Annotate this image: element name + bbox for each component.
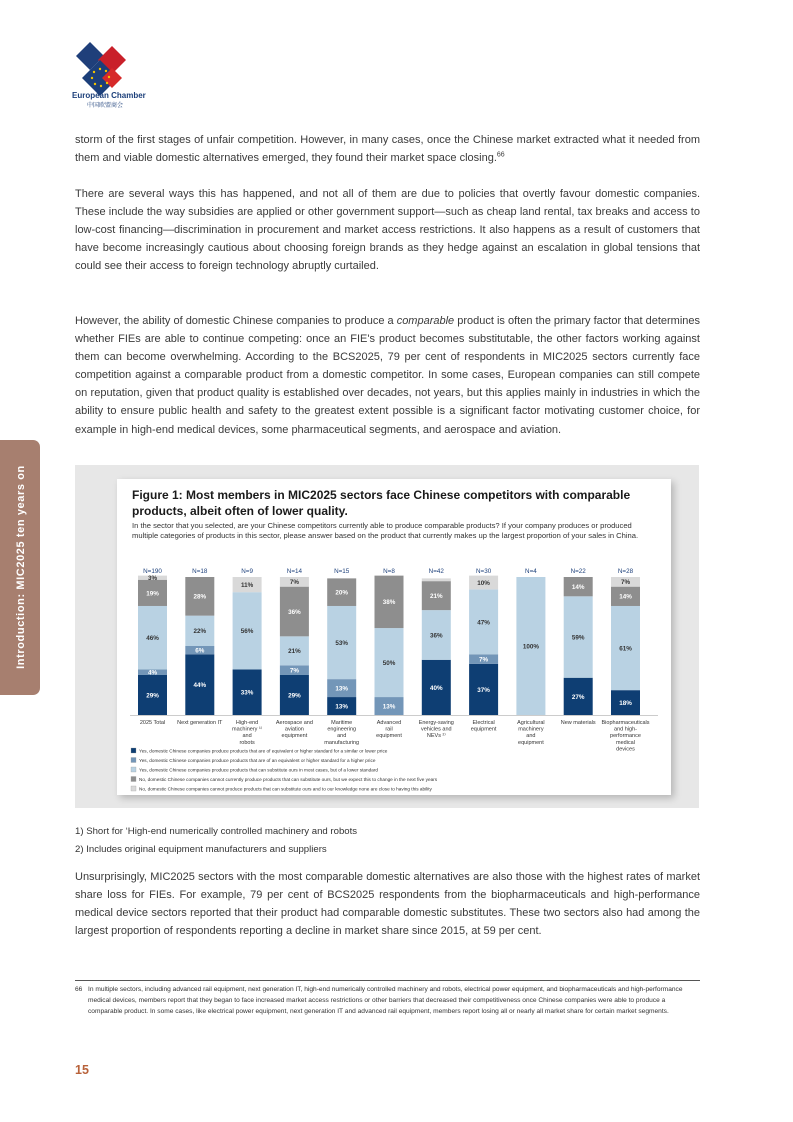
- figure-question: In the sector that you selected, are your Chinese competitors currently able to produce comparable products? If your company produces or produced multiple categories of products in this sector, please answer based on the product that currently makes up the largest proportion of your sales in China.: [132, 521, 639, 541]
- n-label: N=4: [525, 568, 537, 575]
- figure-note-1: 1) Short for ‘High-end numerically controlled machinery and robots: [75, 826, 358, 837]
- paragraph-1-text: storm of the first stages of unfair competition. However, in many cases, once the Chinese market extracted what it needed from them and viable domestic alternatives emerged, they found their market space closing.: [75, 134, 700, 165]
- category-label: machinery: [518, 726, 544, 733]
- data-label: 7%: [289, 579, 299, 587]
- n-label: N=22: [570, 568, 586, 575]
- category-label: Biopharmaceuticals: [601, 720, 650, 726]
- category-label: and: [242, 733, 252, 740]
- section-side-tab-label: Introduction: MIC2025 ten years on: [15, 465, 27, 669]
- data-label: 21%: [429, 593, 443, 601]
- n-label: N=190: [143, 568, 162, 575]
- category-label: aviation: [284, 726, 304, 733]
- data-label: 46%: [146, 635, 159, 643]
- data-label: 50%: [382, 659, 396, 667]
- data-label: 37%: [477, 686, 490, 694]
- category-label: equipment: [470, 726, 497, 733]
- page-number: 15: [75, 1063, 89, 1077]
- data-label: 13%: [335, 703, 349, 711]
- category-label: New materials: [560, 720, 596, 726]
- category-label: rail: [385, 726, 393, 733]
- footnote-number: 66: [75, 986, 83, 993]
- category-label: 2025 Total: [139, 720, 166, 726]
- data-label: 11%: [240, 581, 254, 589]
- logo-wordmark-chinese: 中国欧盟商会: [87, 103, 124, 109]
- n-label: N=14: [286, 568, 303, 575]
- data-label: 36%: [429, 632, 443, 640]
- n-label: N=42: [428, 568, 444, 575]
- n-label: N=15: [334, 568, 350, 575]
- data-label: 4%: [147, 669, 158, 677]
- category-label: manufacturing: [324, 739, 360, 746]
- category-label: devices: [616, 746, 635, 753]
- paragraph-3: However, the ability of domestic Chinese companies to produce a comparable product is often the primary factor that determines whether FIEs are able to continue competing: once an FIE's product becomes substitutable, the other factors working against them can become overwhelming. According to the BCS2025, 79 per cent of respondents in MIC2025 sectors currently face competition against a comparable product from a domestic competitor. In some cases, European companies can still compete on reputation, given that product quality is established over decades, not years, but this applies mainly in industries in which the ability to ensure public health and safety to the greatest extent possible is a significant factor motivating customer choice, for example in high-end medical devices, some pharmaceutical segments, and aerospace and aviation.: [75, 315, 701, 436]
- category-label: Aerospace and: [275, 720, 313, 726]
- category-label: Advanced: [376, 720, 402, 726]
- category-label: High-end: [235, 720, 259, 726]
- data-label: 18%: [619, 699, 632, 707]
- n-label: N=28: [617, 568, 634, 575]
- paragraph-4: Unsurprisingly, MIC2025 sectors with the most comparable domestic alternatives are also those with the highest rates of market share loss for FIEs. For example, 79 per cent of BCS2025 respondents from the biopharmaceuticals and high-performance medical device sectors reported that their product had comparable domestic substitutes. These two sectors also had among the largest proportion of respondents reporting a decline in market share since 2015, at 59 per cent.: [75, 871, 700, 938]
- footnote-66: [75, 984, 700, 1018]
- data-label: 22%: [193, 628, 207, 636]
- category-label: Energy-saving: [418, 720, 454, 726]
- n-label: N=18: [192, 568, 208, 575]
- category-label: and: [526, 733, 536, 740]
- n-label: N=9: [241, 568, 253, 575]
- data-label: 40%: [429, 684, 443, 692]
- emphasis-comparable: comparable: [396, 315, 455, 327]
- data-label: 3%: [147, 575, 158, 583]
- data-label: 7%: [289, 667, 299, 675]
- category-label: performance: [610, 733, 641, 740]
- legend-label: Yes, domestic Chinese companies produce products that can substitute ours in most cases, but of a lower standard: [139, 767, 379, 773]
- data-label: 47%: [477, 619, 490, 627]
- footnote-text: In multiple sectors, including advanced rail equipment, next generation IT, high-end numerically controlled machinery and robots, electrical power equipment, and biopharmaceuticals and high-performance medical devices, members report that they began to face increased market access restrictions or other barriers that decreased their competitiveness once Chinese companies were able to produce a comparable product. In some cases, like electrical power equipment, next generation IT and advanced rail equipment, members report losing all or nearly all market share for certain market segments.: [88, 986, 683, 1016]
- data-label: 56%: [240, 628, 254, 636]
- data-label: 7%: [479, 656, 489, 664]
- data-label: 29%: [288, 692, 301, 700]
- category-label: and high-: [614, 726, 637, 733]
- data-label: 7%: [620, 579, 631, 587]
- data-label: 27%: [571, 693, 585, 701]
- n-label: N=8: [383, 568, 395, 575]
- data-label: 61%: [619, 645, 632, 653]
- legend-label: Yes, domestic Chinese companies produce products that are of an equivalent or higher standard for a higher price: [139, 757, 376, 763]
- footnote-divider: [75, 980, 700, 981]
- category-label: robots: [239, 739, 255, 746]
- category-label: machinery ¹⁾: [232, 726, 263, 733]
- category-label: equipment: [518, 739, 544, 746]
- data-label: 6%: [195, 647, 205, 655]
- category-label: Maritime: [331, 720, 353, 726]
- category-label: vehicles and: [421, 726, 452, 733]
- figure-note-2: 2) Includes original equipment manufacturers and suppliers: [75, 844, 327, 855]
- data-label: 28%: [193, 593, 207, 601]
- category-label: Next generation IT: [177, 720, 223, 726]
- data-label: 14%: [571, 584, 585, 592]
- category-label: and: [337, 733, 347, 740]
- legend-label: No, domestic Chinese companies cannot produce products that can substitute ours and to our knowledge none are close to having this ability: [139, 786, 432, 792]
- data-label: 13%: [382, 703, 396, 711]
- data-label: 36%: [288, 608, 301, 616]
- data-label: 10%: [477, 579, 490, 587]
- data-label: 59%: [571, 634, 585, 642]
- data-label: 13%: [335, 685, 349, 693]
- legend-swatch: [131, 777, 136, 782]
- data-label: 38%: [382, 599, 396, 607]
- legend-swatch: [131, 767, 136, 772]
- data-label: 29%: [146, 692, 159, 700]
- paragraph-2: There are several ways this has happened, and not all of them are due to policies that overtly favour domestic companies. These include the way subsidies are applied or other government support—such as cheap land rental, tax breaks and access to low-cost financing—discrimination in procurement and market access restrictions. It also happens as a result of customers that have become increasingly cautious about choosing foreign brands as they hedge against an escalation in global tensions that could see their access to foreign technology abruptly curtailed.: [75, 188, 700, 273]
- legend-swatch: [131, 786, 136, 791]
- legend-label: Yes, domestic Chinese companies produce products that are of equivalent or higher standard for a similar or lower price: [139, 748, 388, 754]
- data-label: 21%: [288, 648, 301, 656]
- category-label: equipment: [376, 733, 402, 740]
- data-label: 44%: [193, 682, 207, 690]
- category-label: NEVs ²⁾: [426, 733, 446, 740]
- data-label: 19%: [146, 590, 159, 598]
- legend-label: No, domestic Chinese companies cannot currently produce products that can substitute ours, but we expect this to change in the next five years: [139, 776, 438, 782]
- logo-wordmark: European Chamber: [72, 91, 146, 100]
- n-label: N=30: [475, 568, 492, 575]
- category-label: engineering: [327, 726, 357, 733]
- data-label: 33%: [240, 689, 254, 697]
- category-label: Agricultural: [517, 720, 545, 726]
- data-label: 14%: [619, 593, 632, 601]
- data-label: 53%: [335, 639, 349, 647]
- category-label: Electrical: [472, 720, 495, 726]
- data-label: 100%: [522, 643, 539, 651]
- footnote-ref-66[interactable]: 66: [496, 151, 505, 159]
- category-label: equipment: [281, 733, 308, 740]
- figure-title: Figure 1: Most members in MIC2025 sectors face Chinese competitors with comparable products, albeit often of lower quality.: [132, 488, 631, 518]
- category-label: medical: [616, 739, 635, 746]
- bar-segment: [422, 578, 451, 581]
- legend-swatch: [131, 758, 136, 763]
- data-label: 20%: [335, 589, 349, 597]
- figure-notes: [75, 823, 357, 859]
- legend-swatch: [131, 748, 136, 753]
